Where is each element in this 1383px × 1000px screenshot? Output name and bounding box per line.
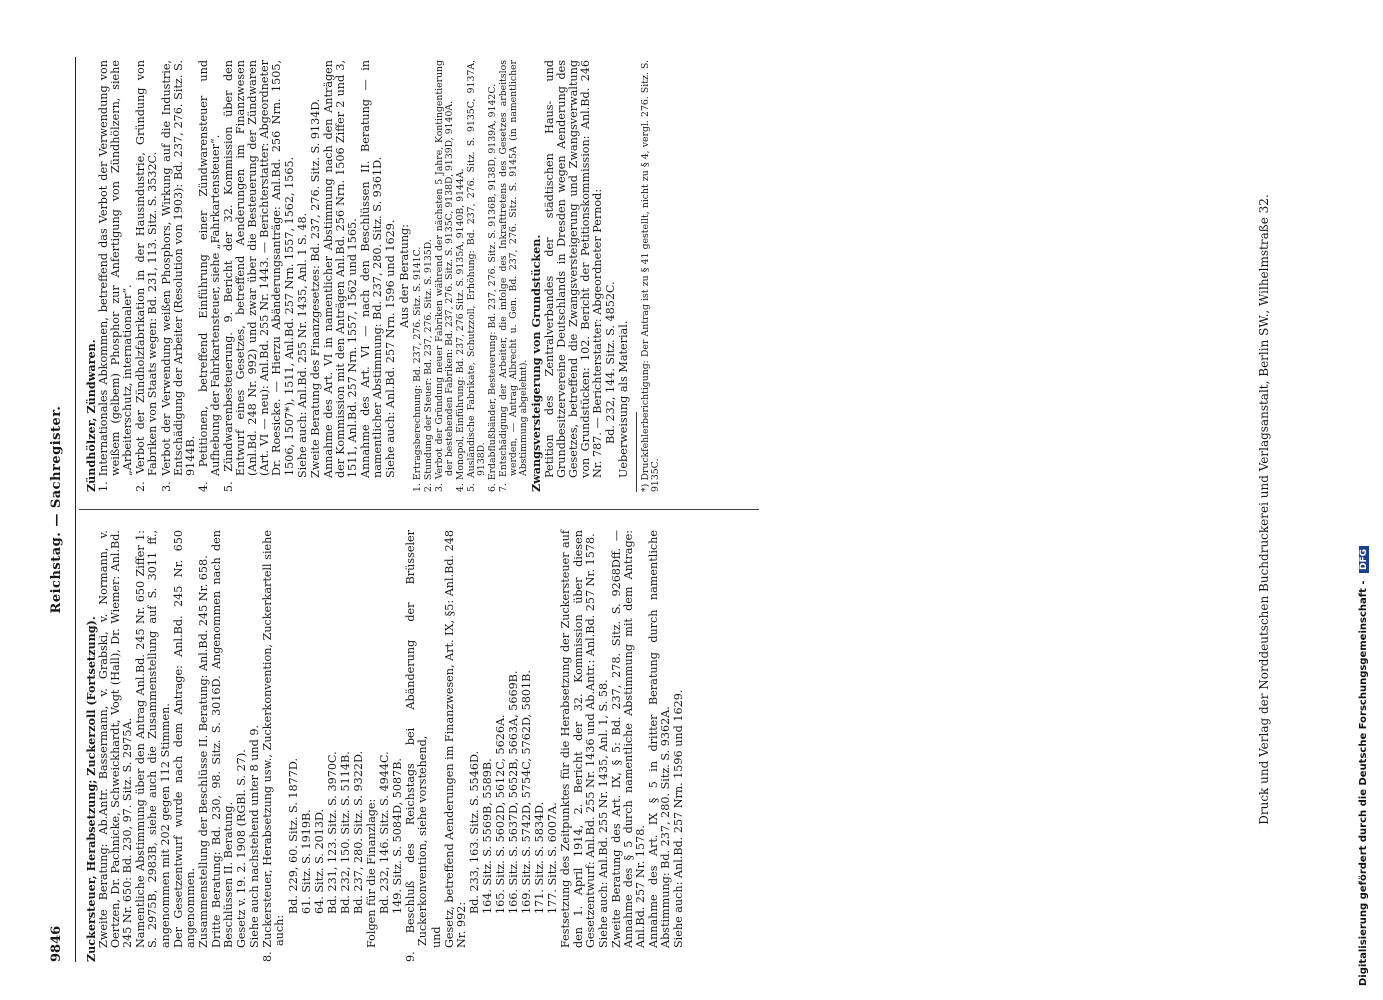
left-column-entry: Siehe auch nachstehend unter 8 und 9. bbox=[248, 724, 262, 948]
left-column-entry: Bd. 233, 163. Sitz. S. 5546D. bbox=[467, 750, 481, 914]
right-column-entry: Annahme des Art. VI in namentlicher Abstimmung nach den Anträgen der Kommission mit den Anträgen Anl.Bd. 256 Nrn. 1506 Ziffer 2 und 3, 1511, Anl.Bd. 257 Nrn. 1557, 1562 und 1565. bbox=[321, 60, 359, 478]
right-column-entry: 1. Ertragsberechnung: Bd. 237, 276. Sitz. S. 9141C. bbox=[412, 246, 424, 492]
left-column-entry: Festsetzung des Zeitpunktes für die Herabsetzung der Zuckersteuer auf den 1. April 1914, 2. Bericht der 32. Kommission über diesen Gesetzentwurf: Anl.Bd. 255 Nr. 1436 und Ab.Antr.: Anl.Bd. 257 Nr. 1578. bbox=[559, 530, 597, 948]
left-column-entry: Bd. 229, 60. Sitz. S. 1877D. bbox=[286, 757, 300, 914]
rotated-register-page bbox=[45, 57, 1365, 962]
left-column-entry: 169. Sitz. S. 5742D, 5754C, 5762D, 5801B. bbox=[520, 670, 534, 914]
right-column-entry: Annahme des Art. VI — nach den Beschlüssen II. Beratung — in namentlicher Abstimmung: Bd. 237, 280. Sitz. S. 9361D. bbox=[359, 60, 385, 478]
right-column-entry: 5. Zündwarenbesteuerung. 9. Bericht der 32. Kommission über den Entwurf eines Gesetzes, betreffend Aenderungen im Finanzwesen (Anl.Bd. 248 Nr. 992) und zwar über die Besteuerung der Zündwaren (Art. VI — neu): Anl.Bd. 255 Nr. 1443. — Berichterstatter: Abgeordneter Dr. Roesicke. — Hierzu Abänderungsanträge: Anl.Bd. 256 Nrn. 1505, 1506, 1507*), 1511, Anl.Bd. 257 Nrn. 1557, 1562, 1565. bbox=[222, 60, 296, 492]
right-column-entry: 2. Stundung der Steuer: Bd. 237, 276. Sitz. S. 9135D. bbox=[423, 239, 435, 492]
left-column-entry: 171. Sitz. S. 5834D. bbox=[533, 801, 547, 914]
left-column-entry: Gesetz v. 19. 2. 1908 (RGBl. S. 27). bbox=[235, 749, 249, 948]
left-column-entry: 149. Sitz. S. 5084D, 5087B. bbox=[391, 758, 405, 914]
footnote: *) Druckfehlerberichtigung: Der Antrag ist zu § 41 gestellt, nicht zu § 4, vergl. 276. Sitz. S. 9135C. bbox=[640, 60, 662, 492]
dfg-logo: DFG bbox=[1359, 546, 1369, 573]
right-column-entry: 3. Verbot der Verwendung weißen Phosphors, Wirkung auf die Industrie, Entschädigung der Arbeiter (Resolution von 1903): Bd. 237, 276. Sitz. S. 9144B. bbox=[159, 60, 197, 492]
right-column-entry: Zwangsversteigerung von Grundstücken. bbox=[529, 234, 544, 492]
left-column-entry: Bd. 231, 123. Sitz. S. 3970C. bbox=[325, 751, 339, 914]
page-title: Reichstag. — Sachregister. bbox=[49, 405, 64, 614]
right-column-entry: 1. Internationales Abkommen, betreffend das Verbot der Verwendung von weißem (gelbem) Phosphor zur Anfertigung von Zündhölzern, siehe „Arbeiterschutz, internationaler“. bbox=[97, 60, 135, 492]
right-column-entry: Petition des Zentralverbandes der städtischen Haus- und Grundbesitzervereine Deutschlands in Dresden wegen Aenderung des Gesetzes, betreffend die Zwangsversteigerung und Zwangsverwaltung von Grundstücken: 102. Bericht der Petitionskommission: Anl.Bd. 246 Nr. 787. — Berichterstatter: Abgeordneter Pernod: bbox=[542, 60, 604, 478]
left-column-entry: Bd. 232, 150. Sitz. S. 5114B. bbox=[338, 751, 352, 914]
left-column-entry: Namentliche Abstimmung über den Antrag Anl.Bd. 245 Nr. 650 Ziffer 1: S. 2975B, 2983B, siehe auch die Zusammenstellung auf S. 3011 ff., angenommen mit 202 gegen 112 Stimmen. bbox=[134, 530, 172, 948]
right-column-entry: Siehe auch: Anl.Bd. 257 Nrn. 1596 und 1629. bbox=[384, 219, 398, 478]
left-column-entry: Siehe auch: Anl.Bd. 255 Nr. 1435, Anl. 1, S. 58. bbox=[596, 679, 610, 948]
right-column-entry: Siehe auch: Anl.Bd. 255 Nr. 1435, Anl. 1 S. 48. bbox=[295, 212, 309, 478]
right-column-entry: 7. Entschädigung der Arbeiter, die infolge des Inkrafttretens des Gesetzes arbeitslos werden, — Antrag Albrecht u. Gen. Bd. 237, 276. Sitz. S. 9145A (in namentlicher Abstimmung abgelehnt). bbox=[498, 60, 530, 492]
header-rule bbox=[75, 57, 76, 962]
right-column-entry: Bd. 232, 144. Sitz. S. 4852C. bbox=[604, 281, 617, 444]
imprint: Druck und Verlag der Norddeutschen Buchdruckerei und Verlagsanstalt, Berlin SW., Wilhelmstraße 32. bbox=[1257, 194, 1271, 825]
page-header bbox=[45, 57, 75, 962]
left-column-entry: und bbox=[429, 926, 443, 948]
footnote-rule bbox=[636, 412, 637, 492]
page-number: 9846 bbox=[49, 925, 64, 962]
right-column-entry: Zweite Beratung des Finanzgesetzes: Bd. 237, 276. Sitz. S. 9134D. bbox=[308, 98, 322, 478]
right-column-entry: Ueberweisung als Material. bbox=[617, 320, 631, 478]
left-column-entry: 64. Sitz. S. 2013D. bbox=[312, 808, 326, 914]
left-column-entry: Zuckersteuer, Herabsetzung; Zuckerzoll (Fortsetzung). bbox=[84, 616, 98, 962]
left-column-entry: 165. Sitz. S. 5602D, 5612C, 5626A. bbox=[494, 714, 507, 914]
left-column-entry: Bd. 232, 146. Sitz. S. 4944C. bbox=[378, 751, 392, 914]
left-column-entry: Gesetz, betreffend Aenderungen im Finanzwesen, Art. IX, §5: Anl.Bd. 248 Nr. 992: bbox=[442, 530, 468, 948]
left-column-entry: Zweite Beratung des Art. IX, § 5: Bd. 237, 278. Sitz. S. 9268Dff. — Annahme des § 5 durch namentliche Abstimmung mit dem Antrage: Anl.Bd. 257 Nr. 1578. bbox=[609, 530, 648, 948]
left-column-entry: 177. Sitz. S. 6007A. bbox=[546, 802, 560, 914]
right-column-entry: 2. Verbot der Zündholzfabrikation in der Hausindustrie, Gründung von Fabriken von Staats wegen: Bd. 231, 113. Sitz. S. 3532C. bbox=[134, 60, 160, 492]
left-column-entry: Bd. 237, 280. Sitz. S. 9322D. bbox=[351, 750, 365, 914]
left-column-entry: 166. Sitz. S. 5637D, 5652B, 5663A, 5669B. bbox=[507, 670, 521, 914]
left-column bbox=[85, 530, 686, 962]
left-column-entry: 61. Sitz. S. 1919B. bbox=[299, 809, 313, 914]
left-column-entry: Der Gesetzentwurf wurde nach dem Antrage: Anl.Bd. 245 Nr. 650 angenommen. bbox=[171, 530, 197, 948]
left-column-entry: 8. Zuckersteuer, Herabsetzung usw., Zuckerkonvention, Zuckerkartell siehe auch: bbox=[261, 530, 287, 962]
left-column-entry: Zweite Beratung: Ab.Antr. Bassermann, v. Grabski, v. Normann, v. Oertzen, Dr. Pachnicke, Schweickhardt, Vogt (Hall), Dr. Wiemer: Anl.Bd. 245 Nr. 650: Bd. 230, 97. Sitz. S. 2975A. bbox=[97, 530, 135, 948]
column-divider bbox=[79, 509, 759, 510]
left-column-entry: Zusammenstellung der Beschlüsse II. Beratung: Anl.Bd. 245 Nr. 658. bbox=[196, 555, 210, 948]
right-column-entry: Aus der Beratung: bbox=[398, 224, 412, 328]
left-column-entry: Dritte Beratung: Bd. 230, 98. Sitz. S. 3016D. Angenommen nach den Beschlüssen II. Beratung. bbox=[209, 530, 236, 948]
left-column-entry: Folgen für die Finanzlage: bbox=[365, 798, 379, 948]
digitization-note: Digitalisierung gefördert durch die Deutsche Forschungsgemeinschaft - bbox=[1358, 580, 1369, 986]
right-column bbox=[85, 60, 662, 492]
left-column-entry: Annahme des Art. IX § 5 in dritter Beratung durch namentliche Abstimmung: Bd. 237, 280. Sitz. S. 9362A. bbox=[647, 530, 673, 948]
left-column-entry: 164. Sitz. S. 5569B, 5589B. bbox=[480, 758, 494, 914]
left-column-entry: Siehe auch: Anl.Bd. 257 Nrn. 1596 und 1629. bbox=[672, 689, 686, 948]
right-column-entries bbox=[85, 60, 630, 492]
left-column-entry: 9. Beschluß des Reichstags bei Abänderung der Brüsseler Zuckerkonvention, siehe vorstehend, bbox=[404, 530, 430, 962]
digitization-credit bbox=[1358, 6, 1378, 996]
right-column-entry: 5. Ausländische Fabrikate, Schutzzoll, Erhöhung: Bd. 237, 276. Sitz. S. 9135C, 9137A, 9138D. bbox=[466, 60, 488, 492]
right-column-entry: 4. Petitionen, betreffend Einführung einer Zündwarensteuer und Aufhebung der Fahrkartensteuer, siehe „Fahrkartensteuer“. bbox=[196, 60, 222, 492]
right-column-entry: 6. Erdabflußbänder, Besteuerung: Bd. 237, 276. Sitz. S. 9136B, 9138D, 9139A, 9142C. bbox=[487, 83, 499, 492]
right-column-entry: Zündhölzer, Zündwaren. bbox=[84, 339, 98, 492]
right-column-entry: 4. Monopol, Einführung: Bd. 237, 276 Sitz. S. 9135A, 9140B, 9144A. bbox=[455, 168, 467, 492]
right-column-entry: 3. Verbot der Gründung neuer Fabriken während der nächsten 5 Jahre, Kontingentierung der bestehenden Fabriken: Bd. 237, 276. Sitz. S. 9135C, 9138D, 9139D, 9140A. bbox=[434, 60, 456, 492]
